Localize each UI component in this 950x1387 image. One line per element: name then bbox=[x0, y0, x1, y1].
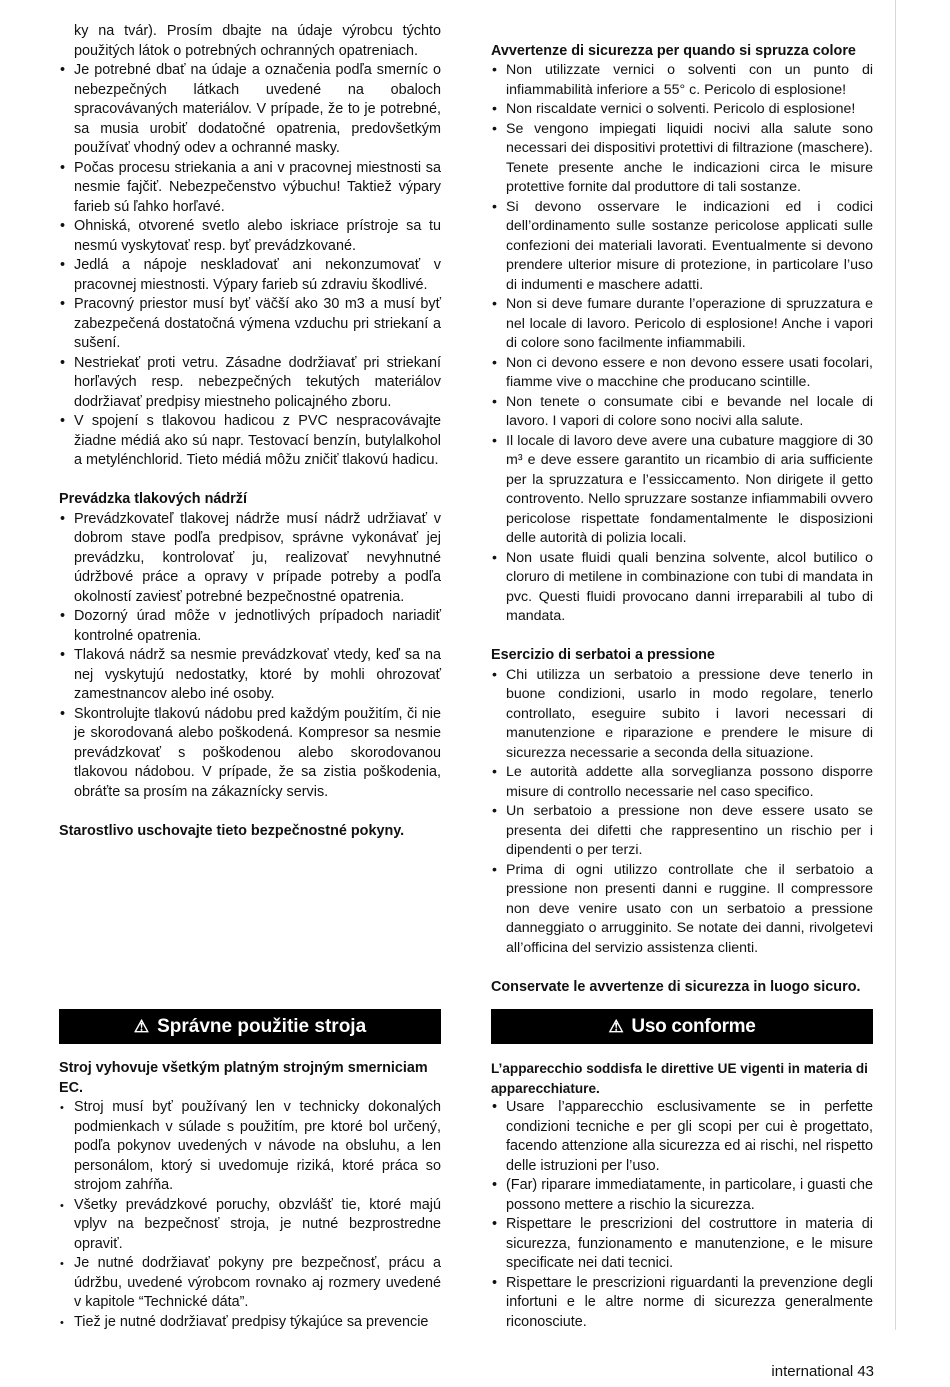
left-usage-list bbox=[59, 1098, 441, 1332]
left-banner-title: Správne použitie stroja bbox=[157, 1015, 367, 1037]
left-intro-continuation: ky na tvár). Prosím dbajte na údaje výrobcu týchto použitých látok o potrebných ochranných opatreniach. bbox=[74, 23, 441, 59]
left-usage-section bbox=[59, 1059, 441, 1332]
list-item: • Stroj musí byť používaný len v technicky dokonalých podmienkach v súlade s použitím, pre ktoré bol určený, podľa pokynov uvedených v návode na obsluhu, a len personálom, ktorý si uvedomuje riziká, ktoré práca so strojom zahŕňa. bbox=[59, 1098, 441, 1196]
left-keep-notice: Starostlivo uschovajte tieto bezpečnostné pokyny. bbox=[59, 822, 405, 839]
list-item: • Tiež je nutné dodržiavať predpisy týkajúce sa prevencie bbox=[59, 1313, 441, 1333]
list-item: • V spojení s tlakovou hadicou z PVC nespracovávajte žiadne médiá ako sú napr. Testovací benzín, butylalkohol a metylénchlorid. Tieto médiá môžu zničiť tlakovú hadicu. bbox=[59, 412, 441, 471]
list-item: • Prima di ogni utilizzo controllate che il serbatoio a pressione non presenti danni e ruggine. Il compressore non deve venire usato con un serbatoio a pressione danneggiato o arrugginito. Se notate dei danni, rivolgetevi all’officina del servizio assistenza clienti. bbox=[491, 861, 873, 959]
page-footer: international 43 bbox=[771, 1363, 874, 1380]
list-item: • Jedlá a nápoje neskladovať ani nekonzumovať v pracovnej miestnosti. Výpary farieb sú zdraviu škodlivé. bbox=[59, 256, 441, 295]
list-item: • Všetky prevádzkové poruchy, obzvlášť tie, ktoré majú vplyv na bezpečnosť stroja, je nutné bezprostredne opraviť. bbox=[59, 1196, 441, 1255]
list-item: • Dozorný úrad môže v jednotlivých prípadoch nariadiť kontrolné opatrenia. bbox=[59, 607, 441, 646]
list-item: • Un serbatoio a pressione non deve essere usato se presenta dei difetti che rappresentino un rischio per i dipendenti o per terzi. bbox=[491, 802, 873, 861]
list-item: • Tlaková nádrž sa nesmie prevádzkovať vtedy, keď sa na nej vyskytujú nedostatky, ktoré by mohli ohrozovať zamestnancov alebo iné osoby. bbox=[59, 646, 441, 705]
right-usage-list bbox=[491, 1098, 873, 1332]
right-keep-notice: Conservate le avvertenze di sicurezza in luogo sicuro. bbox=[491, 978, 861, 995]
list-item: • Je potrebné dbať na údaje a označenia podľa smerníc o nebezpečných látkach uvedené na obaloch spracovávaných materiálov. V prípade, že to je potrebné, sa musia urobiť dodatočné opatrenia, predovšetkým používať vhodný odev a ochranné masky. bbox=[59, 61, 441, 159]
list-item: • (Far) riparare immediatamente, in particolare, i guasti che possono mettere a rischio la sicurezza. bbox=[491, 1176, 873, 1215]
list-item: • Non usate fluidi quali benzina solvente, alcol butilico o cloruro di metilene in combinazione con tubi di mandata in pvc. Questi fluidi provocano danni irreparabili al tubo di mandata. bbox=[491, 549, 873, 627]
list-item: • Rispettare le prescrizioni riguardanti la prevenzione degli infortuni e le altre norme di sicurezza generalmente riconosciute. bbox=[491, 1274, 873, 1333]
list-item: • Rispettare le prescrizioni del costruttore in materia di sicurezza, funzionamento e manutenzione, e le misure specificate nei dati tecnici. bbox=[491, 1215, 873, 1274]
list-item: • Non si deve fumare durante l’operazione di spruzzatura e nel locale di lavoro. Pericolo di esplosione! Anche i vapori di colore sono facilmente infiammabili. bbox=[491, 295, 873, 354]
warning-triangle-icon: ⚠ bbox=[608, 1016, 624, 1036]
list-item: • Non ci devono essere e non devono essere usati focolari, fiamme vive o macchine che producano scintille. bbox=[491, 354, 873, 393]
left-paint-safety-list bbox=[59, 61, 441, 471]
left-tank-heading: Prevádzka tlakových nádrží bbox=[59, 491, 247, 507]
list-item: • Non tenete o consumate cibi e bevande nel locale di lavoro. I vapori di colore sono nocivi alla salute. bbox=[491, 393, 873, 432]
warning-triangle-icon: ⚠ bbox=[133, 1016, 150, 1036]
list-item: • Pracovný priestor musí byť väčší ako 30 m3 a musí byť zabezpečená dostatočná výmena vzduchu pri striekaní a sušení. bbox=[59, 295, 441, 354]
list-item: • Il locale di lavoro deve avere una cubature maggiore di 30 m³ e deve essere garantito un ricambio di aria sufficiente per la spruzzatura e l’essiccamento. Non dirigete il getto controvento. Nello spruzzare sostanze infiammabili ovvero pericolose rispettate fondamentalmente le disposizioni delle autorità di polizia locali. bbox=[491, 432, 873, 549]
list-item: • Non utilizzate vernici o solventi con un punto di infiammabilità inferiore a 55° c. Pericolo di esplosione! bbox=[491, 61, 873, 100]
list-item: • Chi utilizza un serbatoio a pressione deve tenerlo in buone condizioni, usarlo in modo regolare, tenerlo controllato, eseguire subito i lavori necessari di manutenzione e riparazione e prendere le misure di sicurezza necessarie a seconda della situazione. bbox=[491, 666, 873, 764]
list-item: • Si devono osservare le indicazioni ed i codici dell’ordinamento sulle sostanze pericolose applicati sulle confezioni dei materiali lavorati. Eventualmente si devono prendere ulterior misure di protezione, in particolare l’uso di indumenti e maschere adatti. bbox=[491, 198, 873, 296]
list-item: • Skontrolujte tlakovú nádobu pred každým použitím, či nie je skorodovaná alebo poškodená. Kompresor sa nesmie prevádzkovať s poškodenou alebo skorodovanou tlakovou nádobou. V prípade, že sa zistia poškodenia, obráťte sa prosím na zákaznícky servis. bbox=[59, 705, 441, 803]
left-usage-heading: Stroj vyhovuje všetkým platným strojným smerniciam EC. bbox=[59, 1060, 428, 1096]
list-item: • Usare l’apparecchio esclusivamente se in perfette condizioni tecniche e per gli scopi per cui è progettato, facendo attenzione alla sicurezza ed ai rischi, nel rispetto delle istruzioni per l’uso. bbox=[491, 1098, 873, 1176]
list-item: • Non riscaldate vernici o solventi. Pericolo di esplosione! bbox=[491, 100, 873, 120]
list-item: • Je nutné dodržiavať pokyny pre bezpečnosť, prácu a údržbu, uvedené výrobcom rovnako aj rozmery uvedené v kapitole “Technické dáta”. bbox=[59, 1254, 441, 1313]
left-tank-list bbox=[59, 510, 441, 803]
list-item: • Se vengono impiegati liquidi nocivi alla salute sono necessari dei dispositivi protettivi di filtrazione (maschere). Tenete presente anche le indicazioni circa le misure protettive fornite dal produttore di tali sostanze. bbox=[491, 120, 873, 198]
list-item: • Nestriekať proti vetru. Zásadne dodržiavať pri striekaní horľavých resp. nebezpečných tekutých materiálov dodržiavať predpisy miestneho policajného zboru. bbox=[59, 354, 441, 413]
right-banner-title: Uso conforme bbox=[631, 1015, 756, 1037]
right-tank-list bbox=[491, 666, 873, 959]
list-item: • Ohniská, otvorené svetlo alebo iskriace prístroje sa tu nesmú vyskytovať resp. byť prevádzkované. bbox=[59, 217, 441, 256]
right-spray-list bbox=[491, 61, 873, 627]
right-spray-heading: Avvertenze di sicurezza per quando si spruzza colore bbox=[491, 42, 856, 59]
right-usage-heading: L’apparecchio soddisfa le direttive UE vigenti in materia di apparecchiature. bbox=[491, 1061, 868, 1096]
right-usage-section bbox=[491, 1059, 873, 1332]
left-column bbox=[59, 22, 441, 841]
right-section-banner bbox=[491, 1009, 873, 1044]
right-column bbox=[491, 22, 873, 997]
list-item: • Počas procesu striekania a ani v pracovnej miestnosti sa nesmie fajčiť. Nebezpečenstvo výbuchu! Taktiež výpary farieb sú ľahko horľavé. bbox=[59, 159, 441, 218]
page-edge-rule bbox=[895, 0, 896, 1330]
list-item: • Prevádzkovateľ tlakovej nádrže musí nádrž udržiavať v dobrom stave podľa predpisov, správne vykonávať jej prevádzku, kontrolovať ju, realizovať nevyhnutné údržbové práce a opravy v prípade potreby a podľa okolností zaviesť potrebné bezpečnostné opatrenia. bbox=[59, 510, 441, 608]
right-tank-heading: Esercizio di serbatoi a pressione bbox=[491, 647, 715, 663]
left-section-banner bbox=[59, 1009, 441, 1044]
list-item: • Le autorità addette alla sorveglianza possono disporre misure di controllo necessarie nel caso specifico. bbox=[491, 763, 873, 802]
